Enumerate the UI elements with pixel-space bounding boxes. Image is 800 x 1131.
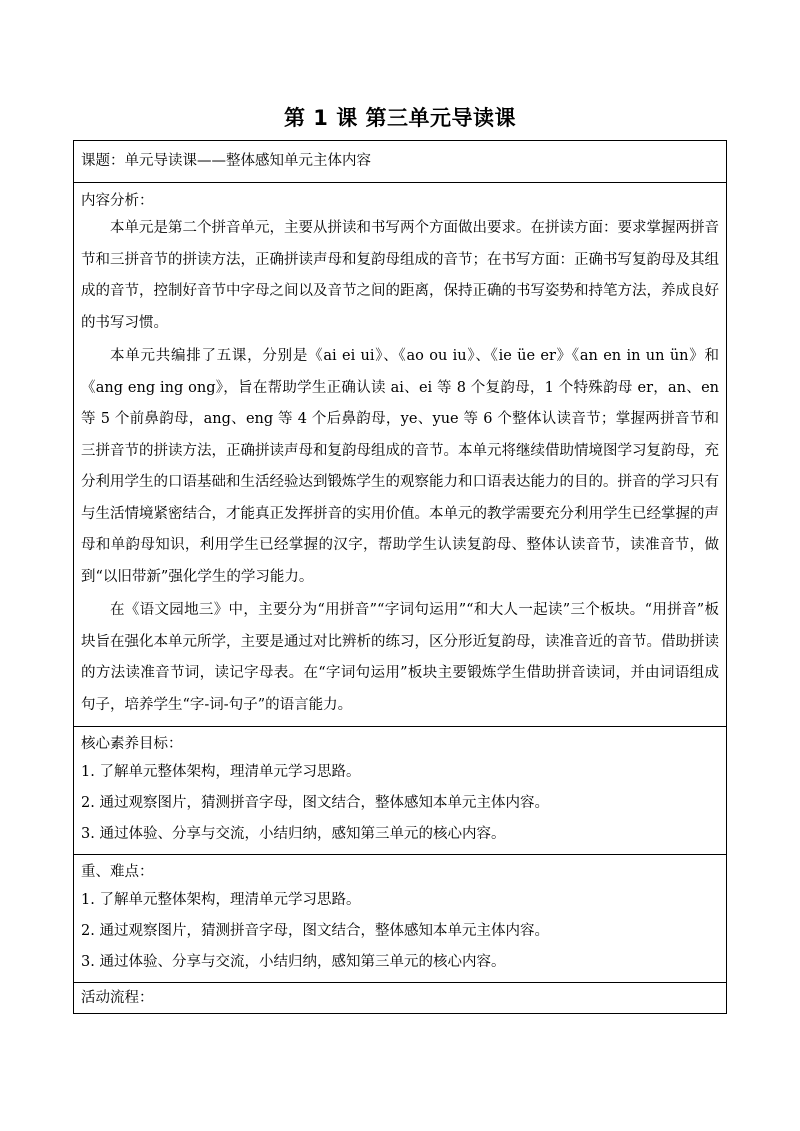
page-title: 第 1 课 第三单元导读课 — [283, 106, 517, 130]
activity-cell: 活动流程： — [74, 983, 727, 1014]
table-row-analysis — [74, 183, 727, 727]
keypoints-label: 重、难点： — [81, 864, 154, 880]
table-row-activity — [74, 983, 727, 1014]
goals-cell — [74, 727, 727, 855]
goals-item: 2. 通过观察图片，猜测拼音字母，图文结合，整体感知本单元主体内容。 — [81, 795, 549, 811]
keypoints-item: 2. 通过观察图片，猜测拼音字母，图文结合，整体感知本单元主体内容。 — [81, 923, 549, 939]
keypoints-cell — [74, 855, 727, 983]
keypoints-item: 1. 了解单元整体架构，理清单元学习思路。 — [81, 892, 361, 908]
topic-cell: 课题：单元导读课——整体感知单元主体内容 — [74, 141, 727, 183]
analysis-paragraph: 本单元共编排了五课，分别是《ai ei ui》、《ao ou iu》、《ie üe er》《an en in un ün》和《ang eng ing ong》，旨在帮助学生正确认读 ai、ei 等 8 个复韵母，1 个特殊韵母 er，an、en 等 5 个前鼻韵母，ang、eng 等 4 个后鼻韵母，ye、yue 等 6 个整体认读音节；掌握两拼音节和三拼音节的拼读方法，正确拼读声母和复韵母组成的音节。本单元将继续借助情境图学习复韵母，充分利用学生的口语基础和生活经验达到锻炼学生的观察能力和口语表达能力的目的。拼音的学习只有与生活情境紧密结合，才能真正发挥拼音的实用价值。本单元的教学需要充分利用学生已经掌握的声母和单韵母知识，利用学生已经掌握的汉字，帮助学生认读复韵母、整体认读音节，读准音节，做到“以旧带新”强化学生的学习能力。 — [81, 348, 719, 585]
keypoints-item: 3. 通过体验、分享与交流，小结归纳，感知第三单元的核心内容。 — [81, 954, 506, 970]
goals-label: 核心素养目标： — [81, 736, 183, 752]
analysis-paragraph: 在《语文园地三》中，主要分为“用拼音”“字词句运用”“和大人一起读”三个板块。“用拼音”板块旨在强化本单元所学，主要是通过对比辨析的练习，区分形近复韵母，读准音近的音节。借助拼读的方法读准音节词，读记字母表。在“字词句运用”板块主要锻炼学生借助拼音读词，并由词语组成句子，培养学生“字-词-句子”的语言能力。 — [81, 602, 719, 713]
table-row-goals — [74, 727, 727, 855]
analysis-paragraph: 本单元是第二个拼音单元，主要从拼读和书写两个方面做出要求。在拼读方面：要求掌握两拼音节和三拼音节的拼读方法，正确拼读声母和复韵母组成的音节；在书写方面：正确书写复韵母及其组成的音节，控制好音节中字母之间以及音节之间的距离，保持正确的书写姿势和持笔方法，养成良好的书写习惯。 — [81, 220, 719, 331]
table-row-keypoints — [74, 855, 727, 983]
goals-item: 3. 通过体验、分享与交流，小结归纳，感知第三单元的核心内容。 — [81, 826, 506, 842]
lesson-plan-table — [73, 140, 727, 1014]
goals-item: 1. 了解单元整体架构，理清单元学习思路。 — [81, 764, 361, 780]
analysis-cell — [74, 183, 727, 727]
analysis-label: 内容分析： — [81, 193, 154, 209]
table-row-topic — [74, 141, 727, 183]
